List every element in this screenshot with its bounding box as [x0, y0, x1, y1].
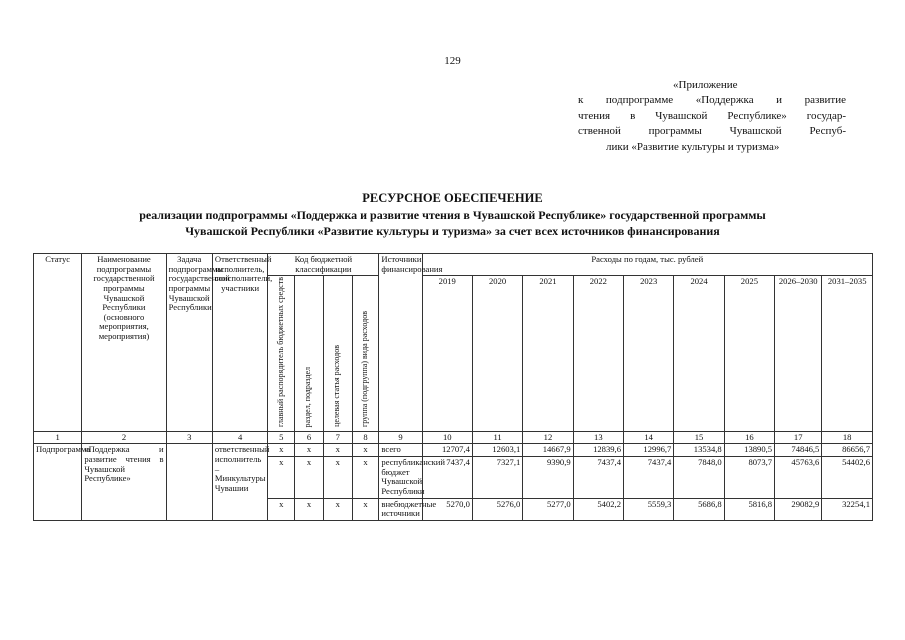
header-year: 2023: [624, 276, 674, 432]
column-number: 16: [724, 431, 774, 444]
code-cell: х: [295, 444, 324, 457]
header-year: 2019: [422, 276, 472, 432]
header-executor: Ответственный исполнитель, соисполнители, участники: [212, 254, 268, 432]
column-number: 8: [352, 431, 379, 444]
header-code-grbs: главный распорядитель бюджетных средств: [268, 276, 295, 432]
header-expenses: Расходы по годам, тыс. рублей: [422, 254, 872, 276]
value-cell: 45763,6: [775, 457, 822, 499]
column-number: 1: [34, 431, 82, 444]
column-number: 17: [775, 431, 822, 444]
column-number: 14: [624, 431, 674, 444]
code-cell: х: [323, 457, 352, 499]
value-cell: 7437,4: [624, 457, 674, 499]
value-cell: 9390,9: [523, 457, 573, 499]
header-year: 2031–2035: [822, 276, 873, 432]
value-cell: 5686,8: [674, 498, 724, 520]
value-cell: 7327,1: [472, 457, 522, 499]
value-cell: 7848,0: [674, 457, 724, 499]
code-cell: х: [268, 444, 295, 457]
value-cell: 14667,9: [523, 444, 573, 457]
header-status: Статус: [34, 254, 82, 432]
program-name-cell: «Поддержка и развитие чтения в Чувашской Республике»: [82, 444, 166, 520]
status-cell: Подпрограмма: [34, 444, 82, 520]
column-number: 2: [82, 431, 166, 444]
title-line-1: РЕСУРСНОЕ ОБЕСПЕЧЕНИЕ: [362, 191, 543, 205]
value-cell: 32254,1: [822, 498, 873, 520]
header-year: 2025: [724, 276, 774, 432]
title-line-3: Чувашской Республики «Развитие культуры и туризма» за счет всех источников финансирования: [185, 224, 720, 239]
value-cell: 54402,6: [822, 457, 873, 499]
source-cell: всего: [379, 444, 422, 457]
header-task: Задача подпрограммы государственной программы Чувашской Республики: [166, 254, 212, 432]
value-cell: 12603,1: [472, 444, 522, 457]
header-source: Источники финансирования: [379, 254, 422, 432]
code-cell: х: [323, 498, 352, 520]
source-cell: внебюджетные источники: [379, 498, 422, 520]
appendix-line-1: «Приложение: [673, 79, 738, 91]
executor-cell: ответственный исполнитель – Минкультуры Чувашии: [212, 444, 268, 520]
code-cell: х: [352, 457, 379, 499]
task-cell: [166, 444, 212, 520]
code-cell: х: [352, 444, 379, 457]
value-cell: 13534,8: [674, 444, 724, 457]
column-number: 18: [822, 431, 873, 444]
appendix-line-4: ственной программы Чувашской Респуб-: [578, 125, 846, 138]
column-number: 13: [573, 431, 623, 444]
header-year: 2021: [523, 276, 573, 432]
appendix-line-2: к подпрограмме «Поддержка и развитие: [578, 94, 846, 107]
code-cell: х: [268, 457, 295, 499]
header-code-section: раздел, подраздел: [295, 276, 324, 432]
code-cell: х: [352, 498, 379, 520]
column-number-row: [34, 431, 873, 444]
table-row: [34, 444, 873, 457]
value-cell: 8073,7: [724, 457, 774, 499]
value-cell: 5816,8: [724, 498, 774, 520]
value-cell: 5270,0: [422, 498, 472, 520]
code-cell: х: [295, 457, 324, 499]
appendix-note: [578, 78, 846, 155]
column-number: 6: [295, 431, 324, 444]
column-number: 15: [674, 431, 724, 444]
source-cell: республиканский бюджет Чувашской Республики: [379, 457, 422, 499]
header-year: 2020: [472, 276, 522, 432]
value-cell: 12839,6: [573, 444, 623, 457]
column-number: 12: [523, 431, 573, 444]
value-cell: 5559,3: [624, 498, 674, 520]
column-number: 10: [422, 431, 472, 444]
column-number: 11: [472, 431, 522, 444]
value-cell: 29082,9: [775, 498, 822, 520]
column-number: 5: [268, 431, 295, 444]
resource-table: [33, 253, 873, 521]
code-cell: х: [295, 498, 324, 520]
value-cell: 12996,7: [624, 444, 674, 457]
header-year: 2022: [573, 276, 623, 432]
column-number: 4: [212, 431, 268, 444]
code-cell: х: [323, 444, 352, 457]
value-cell: 12707,4: [422, 444, 472, 457]
header-year: 2024: [674, 276, 724, 432]
header-code-group: группа (подгруппа) вида расходов: [352, 276, 379, 432]
value-cell: 5277,0: [523, 498, 573, 520]
header-name: Наименование подпрограммы государственной программы Чувашской Республики (основного мероприятия, мероприятия): [82, 254, 166, 432]
column-number: 7: [323, 431, 352, 444]
value-cell: 74846,5: [775, 444, 822, 457]
value-cell: 7437,4: [573, 457, 623, 499]
value-cell: 5276,0: [472, 498, 522, 520]
appendix-line-3: чтения в Чувашской Республике» государ-: [578, 109, 846, 122]
value-cell: 13890,5: [724, 444, 774, 457]
value-cell: 7437,4: [422, 457, 472, 499]
value-cell: 5402,2: [573, 498, 623, 520]
title-line-2: реализации подпрограммы «Поддержка и развитие чтения в Чувашской Республике» государственной программы: [139, 207, 766, 222]
header-code-target: целевая статья расходов: [323, 276, 352, 432]
code-cell: х: [268, 498, 295, 520]
column-number: 3: [166, 431, 212, 444]
appendix-line-5: лики «Развитие культуры и туризма»: [606, 140, 780, 153]
document-title: [80, 190, 825, 239]
header-year: 2026–2030: [775, 276, 822, 432]
value-cell: 86656,7: [822, 444, 873, 457]
page-number: 129: [444, 55, 461, 67]
header-budget-code: Код бюджетной классификации: [268, 254, 379, 276]
column-number: 9: [379, 431, 422, 444]
